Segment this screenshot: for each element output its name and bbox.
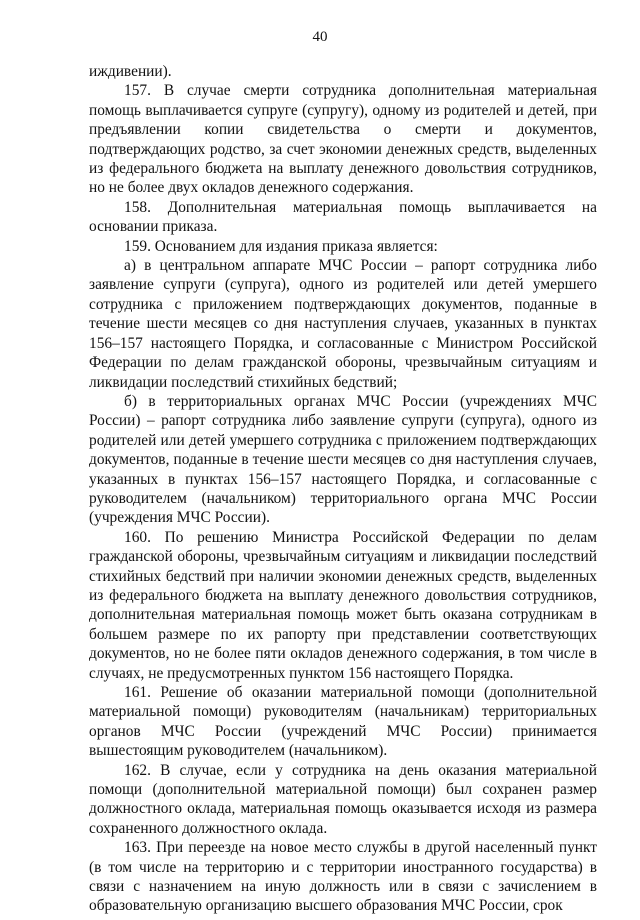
- paragraph-158: 158. Дополнительная материальная помощь выплачивается на основании приказа.: [89, 198, 597, 236]
- paragraph-159-a: а) в центральном аппарате МЧС России – рапорт сотрудника либо заявление супруги (супруга), одного из родителей или детей умершего сотрудника с приложением подтверждающих документов, поданные в течение шести месяцев со дня наступления случаев, указанных в пунктах 156–157 настоящего Порядка, и согласованные с Министром Российской Федерации по делам гражданской обороны, чрезвычайным ситуациям и ликвидации последствий стихийных бедствий;: [89, 257, 597, 391]
- paragraph-159-b: б) в территориальных органах МЧС России (учреждениях МЧС России) – рапорт сотрудника либо заявление супруги (супруга), одного из родителей или детей умершего сотрудника с приложением подтверждающих документов, поданные в течение шести месяцев со дня наступления случаев, указанных в пунктах 156–157 настоящего Порядка, и согласованные с руководителем (начальником) территориального органа МЧС России (учреждения МЧС России).: [89, 392, 597, 527]
- paragraph-continuation: иждивении).: [89, 63, 172, 80]
- paragraph-162: 162. В случае, если у сотрудника на день оказания материальной помощи (дополнительной материальной помощи) был сохранен размер должностного оклада, материальная помощь оказывается исходя из размера сохраненного должностного оклада.: [89, 761, 597, 837]
- paragraph-161: 161. Решение об оказании материальной помощи (дополнительной материальной помощи) руководителям (начальникам) территориальных органов МЧС России (учреждений МЧС России) принимается вышестоящим руководителем (начальником).: [89, 684, 597, 760]
- paragraph-163: 163. При переезде на новое место службы в другой населенный пункт (в том числе на территорию и с территории иностранного государства) в связи с назначением на иную должность или в связи с зачислением в образовательную организацию высшего образования МЧС России, срок: [89, 839, 597, 915]
- page-number: 40: [312, 29, 328, 45]
- paragraph-159: 159. Основанием для издания приказа является:: [124, 237, 438, 255]
- document-body: [89, 62, 597, 916]
- paragraph-160: 160. По решению Министра Российской Федерации по делам гражданской обороны, чрезвычайным ситуациям и ликвидации последствий стихийных бедствий при наличии экономии денежных средств, выделенных из федерального бюджета на выплату денежного довольствия сотрудников, дополнительная материальная помощь может быть оказана сотрудникам в большем размере по их рапорту при представлении соответствующих документов, но не более пяти окладов денежного содержания, в том числе в случаях, не предусмотренных пунктом 156 настоящего Порядка.: [89, 528, 597, 682]
- paragraph-157: 157. В случае смерти сотрудника дополнительная материальная помощь выплачивается супруге (супругу), одному из родителей и детей, при предъявлении копии свидетельства о смерти и документов, подтверждающих родство, за счет экономии денежных средств, выделенных из федерального бюджета на выплату денежного довольствия сотрудников, но не более двух окладов денежного содержания.: [89, 82, 597, 197]
